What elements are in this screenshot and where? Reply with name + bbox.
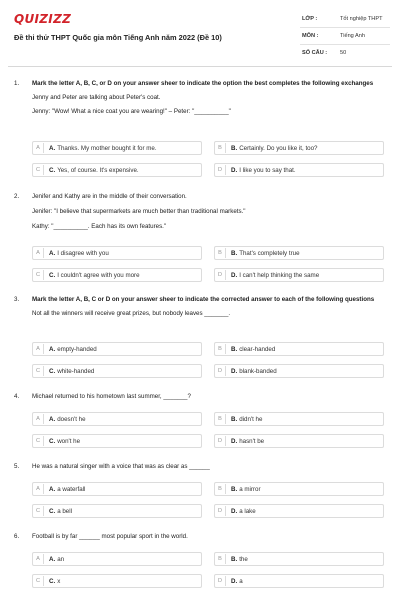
meta-key: SỐ CÂU :: [302, 50, 328, 56]
question-3: [14, 296, 386, 336]
option-c[interactable]: C C. white-handed: [32, 364, 202, 378]
meta-value: Tốt nghiệp THPT: [340, 16, 383, 22]
meta-row-subject: [300, 28, 390, 45]
question-number: 5.: [14, 463, 20, 470]
option-a[interactable]: A A. Thanks. My mother bought it for me.: [32, 141, 202, 155]
header-divider: [8, 66, 392, 67]
option-d[interactable]: D D. I like you to say that.: [214, 163, 384, 177]
question-6: [14, 533, 386, 545]
question-body: [32, 463, 386, 472]
option-b[interactable]: B B. the: [214, 552, 384, 566]
meta-value: Tiếng Anh: [340, 33, 365, 39]
question-instruction: Mark the letter A, B, C or D on your answer sheer to indicate the corrected answer to each of the following questions: [32, 296, 375, 303]
option-b[interactable]: B B. clear-handed: [214, 342, 384, 356]
question-body: [32, 533, 386, 542]
question-number: 3.: [14, 296, 20, 303]
question-line: Jenifer and Kathy are in the middle of their conversation.: [32, 193, 187, 200]
question-body: [32, 80, 386, 117]
question-number: 1.: [14, 80, 20, 87]
question-line: Not all the winners will receive great prizes, but nobody leaves _______.: [32, 309, 231, 317]
option-a[interactable]: A A. empty-handed: [32, 342, 202, 356]
question-line: Michael returned to his hometown last summer, _______?: [32, 393, 191, 400]
page-title: Đề thi thử THPT Quốc gia môn Tiếng Anh năm 2022 (Đề 10): [14, 33, 222, 42]
question-line: He was a natural singer with a voice that was as clear as ______: [32, 463, 210, 470]
option-a[interactable]: A A. a waterfall: [32, 482, 202, 496]
option-c[interactable]: C C. a bell: [32, 504, 202, 518]
quizizz-logo[interactable]: QUIZIZZ: [14, 12, 72, 26]
option-d[interactable]: D D. I can't help thinking the same: [214, 268, 384, 282]
option-b[interactable]: B B. That's completely true: [214, 246, 384, 260]
question-line: Jenifer: "I believe that supermarkets are much better than traditional markets.": [32, 207, 246, 215]
option-c[interactable]: C C. x: [32, 574, 202, 588]
option-c[interactable]: C C. Yes, of course. It's expensive.: [32, 163, 202, 177]
question-line: Football is by far ______ most popular sport in the world.: [32, 533, 188, 540]
meta-row-class: [300, 11, 390, 28]
question-body: [32, 393, 386, 402]
option-d[interactable]: D D. blank-banded: [214, 364, 384, 378]
option-b[interactable]: B B. didn't he: [214, 412, 384, 426]
question-line: Jenny: "Wow! What a nice coat you are wearing!" – Peter: "__________": [32, 107, 231, 115]
meta-key: MÔN :: [302, 33, 319, 39]
option-c[interactable]: C C. won't he: [32, 434, 202, 448]
question-line: Kathy: "__________. Each has its own features.": [32, 222, 167, 230]
meta-value: 50: [340, 50, 347, 56]
question-2: [14, 193, 386, 243]
question-number: 4.: [14, 393, 20, 400]
question-line: Jenny and Peter are talking about Peter's coat.: [32, 93, 161, 101]
option-d[interactable]: D D. hasn't be: [214, 434, 384, 448]
option-d[interactable]: D D. a: [214, 574, 384, 588]
option-d[interactable]: D D. a lake: [214, 504, 384, 518]
question-number: 2.: [14, 193, 20, 200]
meta-row-count: [300, 45, 390, 61]
option-c[interactable]: C C. I couldn't agree with you more: [32, 268, 202, 282]
meta-key: LỚP :: [302, 16, 318, 22]
option-a[interactable]: A A. an: [32, 552, 202, 566]
question-4: [14, 393, 386, 405]
question-body: [32, 296, 386, 319]
question-body: [32, 193, 386, 232]
option-b[interactable]: B B. Certainly. Do you like it, too?: [214, 141, 384, 155]
question-number: 6.: [14, 533, 20, 540]
option-a[interactable]: A A. doesn't he: [32, 412, 202, 426]
meta-box: [300, 11, 390, 61]
question-5: [14, 463, 386, 475]
question-instruction: Mark the letter A, B, C, or D on your answer sheer to indicate the option the best completes the following exchanges: [32, 80, 374, 87]
option-b[interactable]: B B. a mirror: [214, 482, 384, 496]
option-a[interactable]: A A. I disagree with you: [32, 246, 202, 260]
